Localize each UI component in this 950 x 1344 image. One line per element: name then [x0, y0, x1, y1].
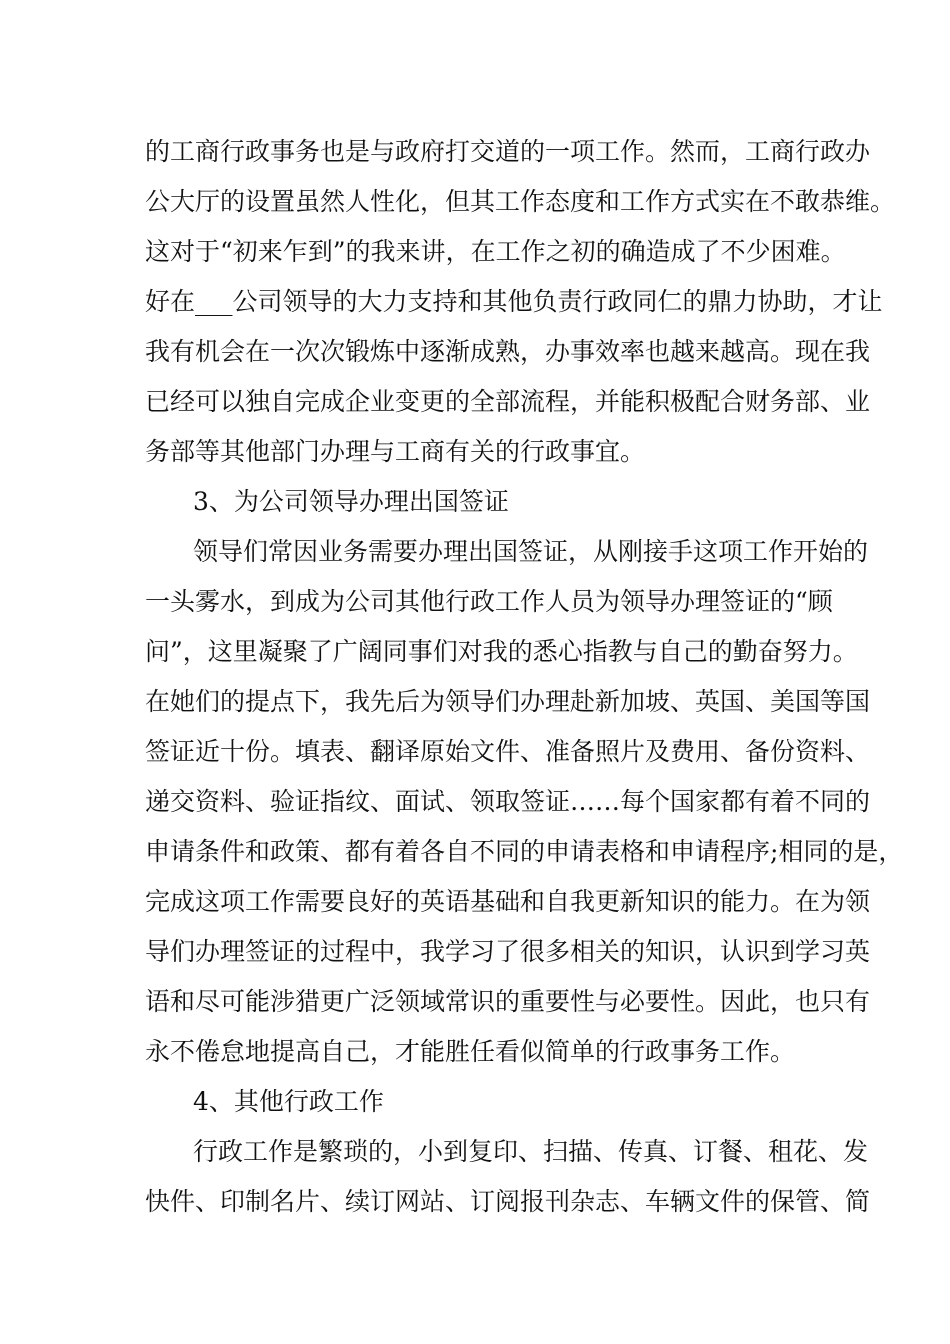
- document-body: [145, 127, 904, 1227]
- paragraph-2-line-2: 一头雾水，到成为公司其他行政工作人员为领导办理签证的“顾: [145, 587, 833, 616]
- paragraph-2-line-6: 递交资料、验证指纹、面试、领取签证……每个国家都有着不同的: [145, 787, 871, 816]
- paragraph-1-line-1: 的工商行政事务也是与政府打交道的一项工作。然而，工商行政办: [145, 137, 871, 166]
- paragraph-3-line-1: 行政工作是繁琐的，小到复印、扫描、传真、订餐、租花、发: [193, 1137, 869, 1166]
- paragraph-1-line-2: 公大厅的设置虽然人性化，但其工作态度和工作方式实在不敢恭维。: [145, 187, 896, 216]
- paragraph-2-line-4: 在她们的提点下，我先后为领导们办理赴新加坡、英国、美国等国: [145, 687, 871, 716]
- paragraph-2-line-3: 问”，这里凝聚了广阔同事们对我的悉心指教与自己的勤奋努力。: [145, 637, 858, 666]
- paragraph-1-line-3: 这对于“初来乍到”的我来讲，在工作之初的确造成了不少困难。: [145, 237, 846, 266]
- paragraph-2-line-10: 语和尽可能涉猎更广泛领域常识的重要性与必要性。因此，也只有: [145, 987, 871, 1016]
- section-heading-visa: 3、为公司领导办理出国签证: [193, 487, 509, 516]
- paragraph-2-line-9: 导们办理签证的过程中，我学习了很多相关的知识，认识到学习英: [145, 937, 871, 966]
- paragraph-1-line-4: 好在___公司领导的大力支持和其他负责行政同仁的鼎力协助，才让: [145, 287, 883, 316]
- paragraph-2-line-8: 完成这项工作需要良好的英语基础和自我更新知识的能力。在为领: [145, 887, 871, 916]
- paragraph-1-line-7: 务部等其他部门办理与工商有关的行政事宜。: [145, 437, 646, 466]
- paragraph-2-line-1: 领导们常因业务需要办理出国签证，从刚接手这项工作开始的: [193, 537, 869, 566]
- paragraph-2-line-11: 永不倦怠地提高自己，才能胜任看似简单的行政事务工作。: [145, 1037, 796, 1066]
- paragraph-2-line-7: 申请条件和政策、都有着各自不同的申请表格和申请程序;相同的是，: [145, 837, 904, 866]
- section-heading-other: 4、其他行政工作: [193, 1087, 384, 1116]
- paragraph-1-line-6: 已经可以独自完成企业变更的全部流程，并能积极配合财务部、业: [145, 387, 871, 416]
- paragraph-1-line-5: 我有机会在一次次锻炼中逐渐成熟，办事效率也越来越高。现在我: [145, 337, 871, 366]
- paragraph-2-line-5: 签证近十份。填表、翻译原始文件、准备照片及费用、备份资料、: [145, 737, 871, 766]
- paragraph-3-line-2: 快件、印制名片、续订网站、订阅报刊杂志、车辆文件的保管、简: [145, 1187, 871, 1216]
